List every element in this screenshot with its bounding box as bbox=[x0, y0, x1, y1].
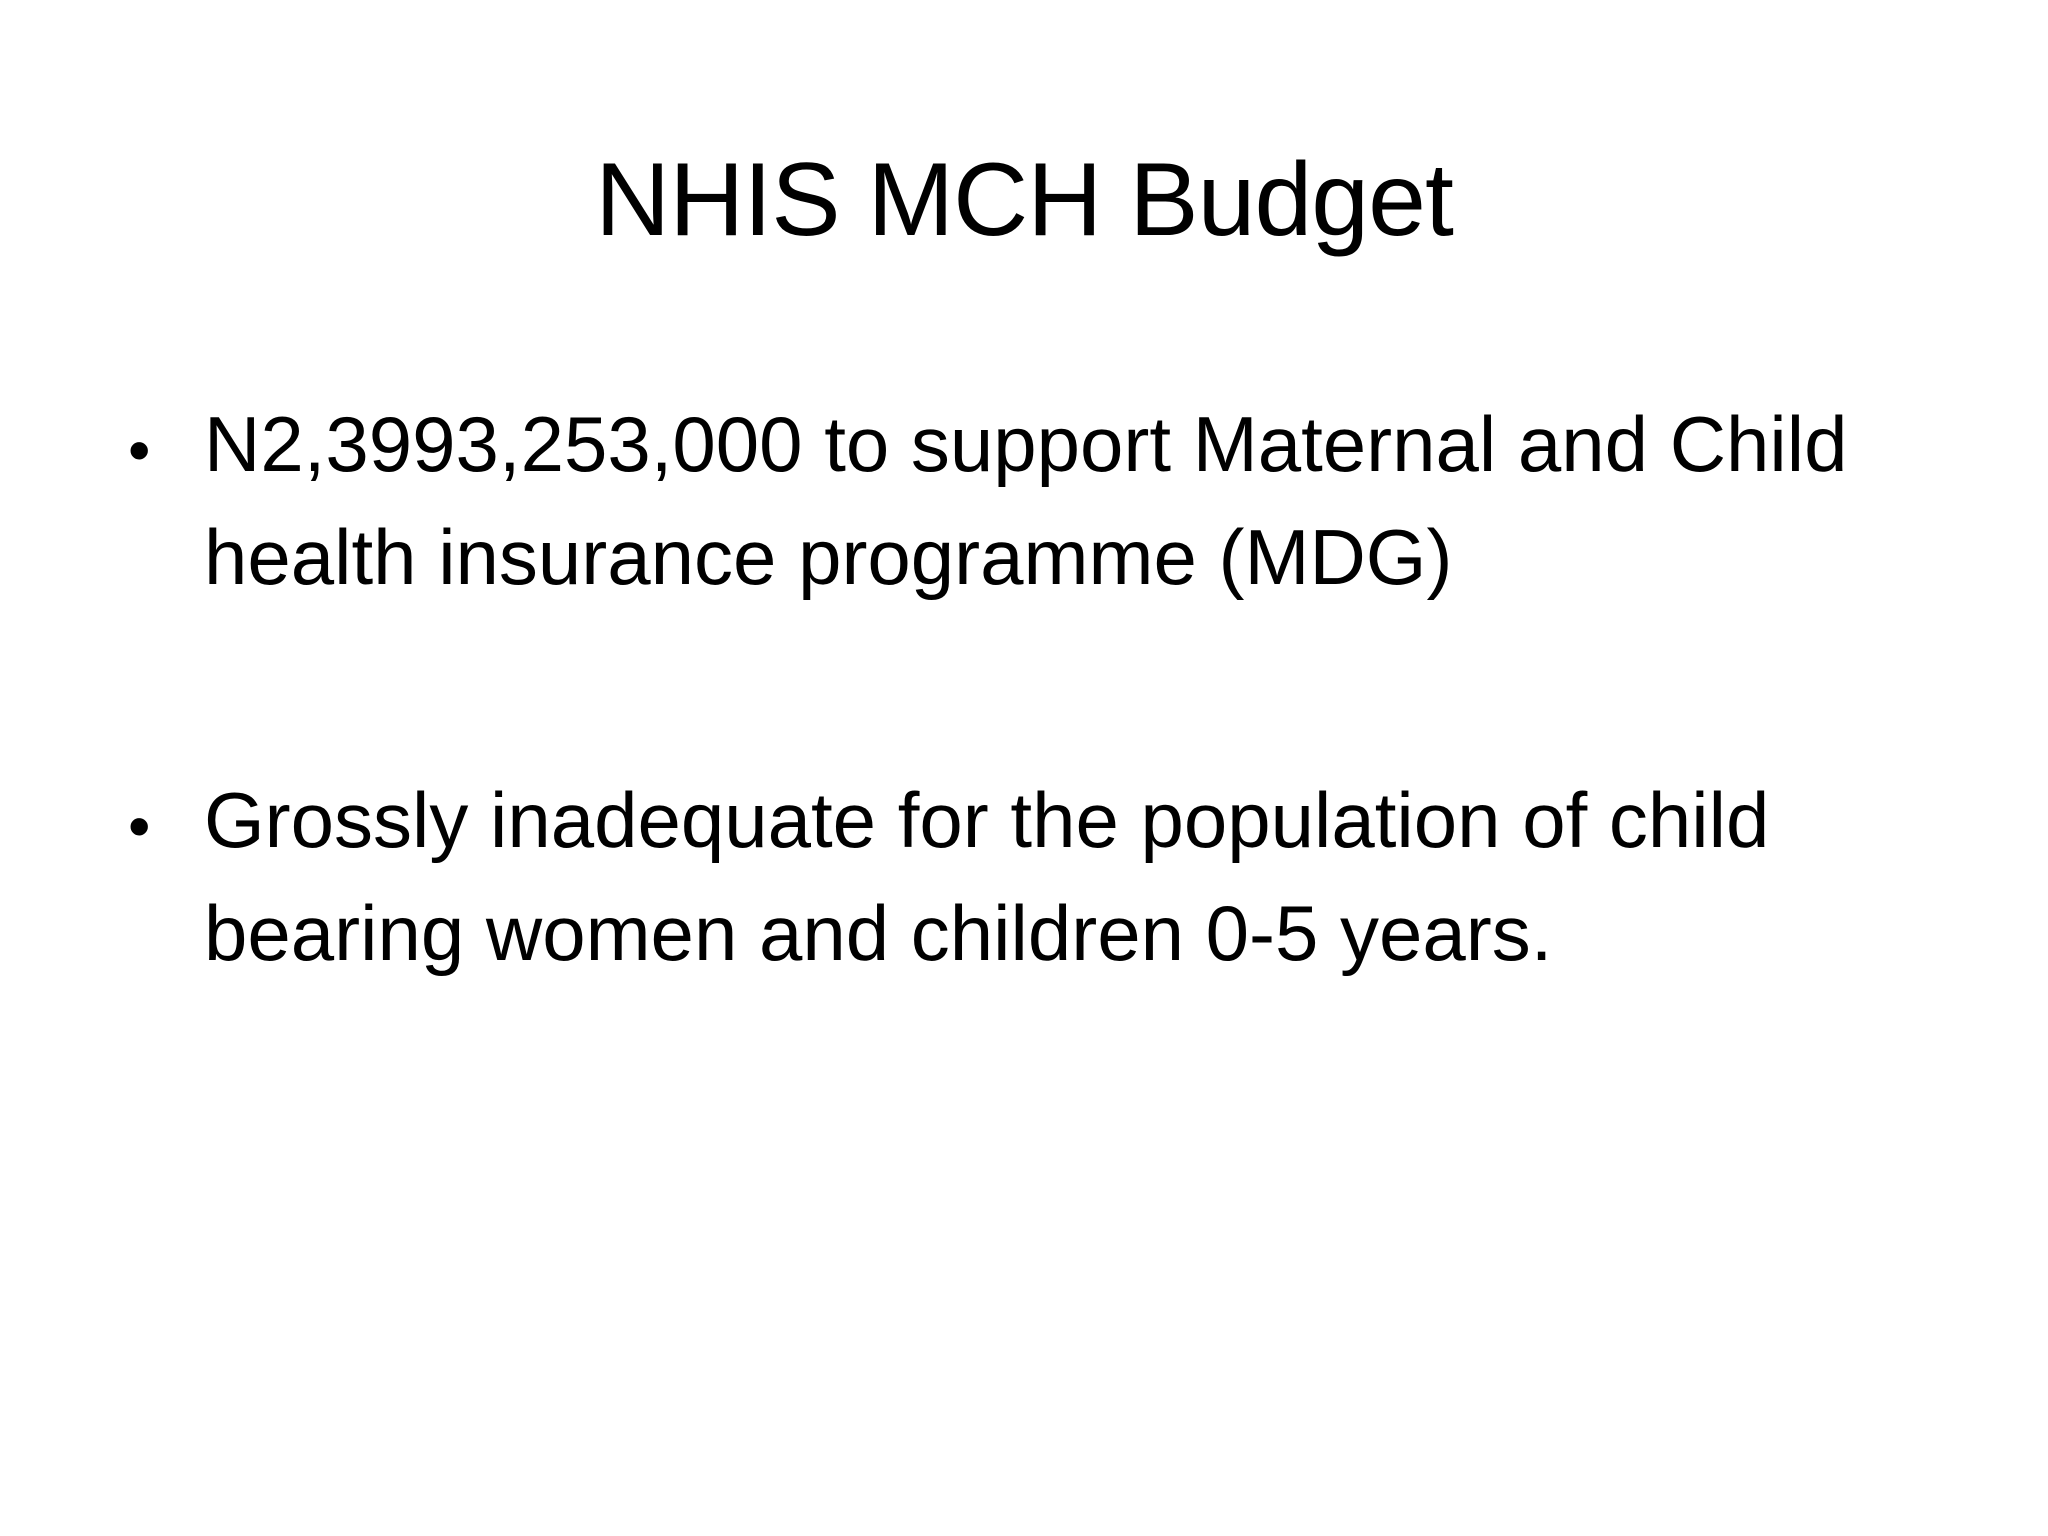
bullet-item bbox=[118, 388, 1978, 614]
bullet-item bbox=[118, 764, 1978, 990]
bullet-text: Grossly inadequate for the population of child bearing women and children 0-5 years. bbox=[204, 776, 1770, 977]
bullet-icon: • bbox=[128, 790, 151, 862]
bullet-icon: • bbox=[128, 414, 151, 486]
bullet-text: N2,3993,253,000 to support Maternal and Child health insurance programme (MDG) bbox=[204, 400, 1848, 601]
bullet-list bbox=[118, 388, 1978, 1140]
slide-title: NHIS MCH Budget bbox=[595, 142, 1453, 258]
